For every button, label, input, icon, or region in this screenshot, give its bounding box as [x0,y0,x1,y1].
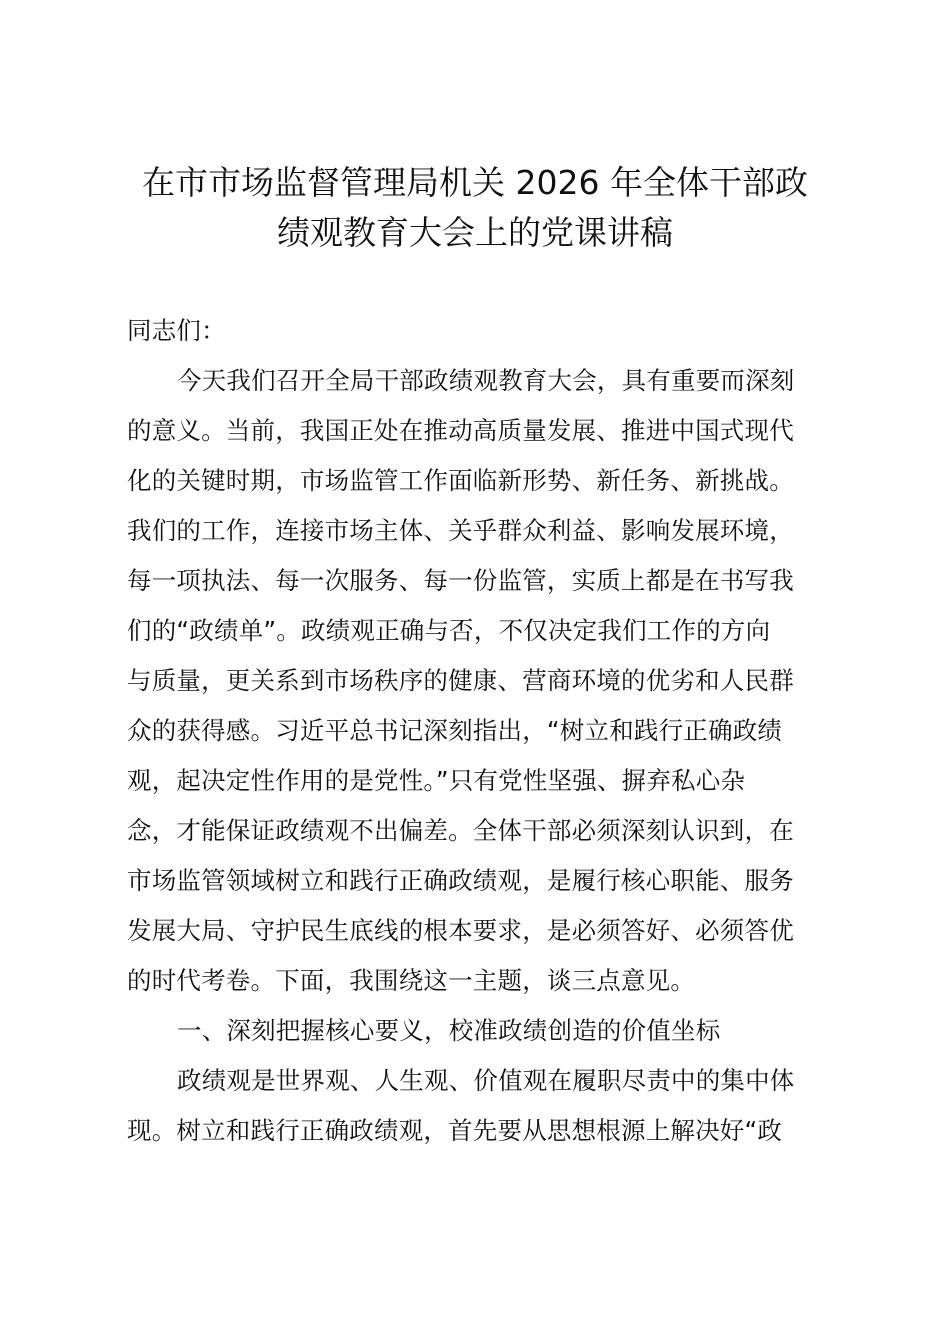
paragraph-line: 的时代考卷。下面，我围绕这一主题，谈三点意见。 [127,966,696,995]
document-body [127,306,837,1156]
paragraph-line: 政绩观是世界观、人生观、价值观在履职尽责中的集中体 [177,1066,795,1095]
paragraph-line: 我们的工作，连接市场主体、关乎群众利益、影响发展环境， [127,516,794,545]
paragraph-line: 化的关键时期，市场监管工作面临新形势、新任务、新挑战。 [127,466,794,495]
section-heading: 一、深刻把握核心要义，校准政绩创造的价值坐标 [177,1016,721,1045]
paragraph-line: 市场监管领域树立和践行正确政绩观，是履行核心职能、服务 [127,866,794,895]
paragraph-line: 观，起决定性作用的是党性。”只有党性坚强、摒弃私心杂 [127,766,746,795]
salutation: 同志们： [127,316,226,345]
paragraph-line: 每一项执法、每一次服务、每一份监管，实质上都是在书写我 [127,566,794,595]
paragraph-line: 念，才能保证政绩观不出偏差。全体干部必须深刻认识到，在 [127,816,794,845]
title-line-2: 绩观教育大会上的党课讲稿 [277,213,673,252]
paragraph-line: 今天我们召开全局干部政绩观教育大会，具有重要而深刻 [177,366,795,395]
paragraph-line: 众的获得感。习近平总书记深刻指出，“树立和践行正确政绩 [127,716,783,745]
paragraph-line: 们的“政绩单”。政绩观正确与否，不仅决定我们工作的方向 [127,616,771,645]
document-title [120,158,830,258]
paragraph-line: 现。树立和践行正确政绩观，首先要从思想根源上解决好“政 [127,1116,783,1145]
paragraph-line: 的意义。当前，我国正处在推动高质量发展、推进中国式现代 [127,416,794,445]
paragraph-line: 与质量，更关系到市场秩序的健康、营商环境的优劣和人民群 [127,666,794,695]
paragraph-line: 发展大局、守护民生底线的根本要求，是必须答好、必须答优 [127,916,794,945]
title-line-1: 在市市场监督管理局机关 2026 年全体干部政 [142,163,808,202]
